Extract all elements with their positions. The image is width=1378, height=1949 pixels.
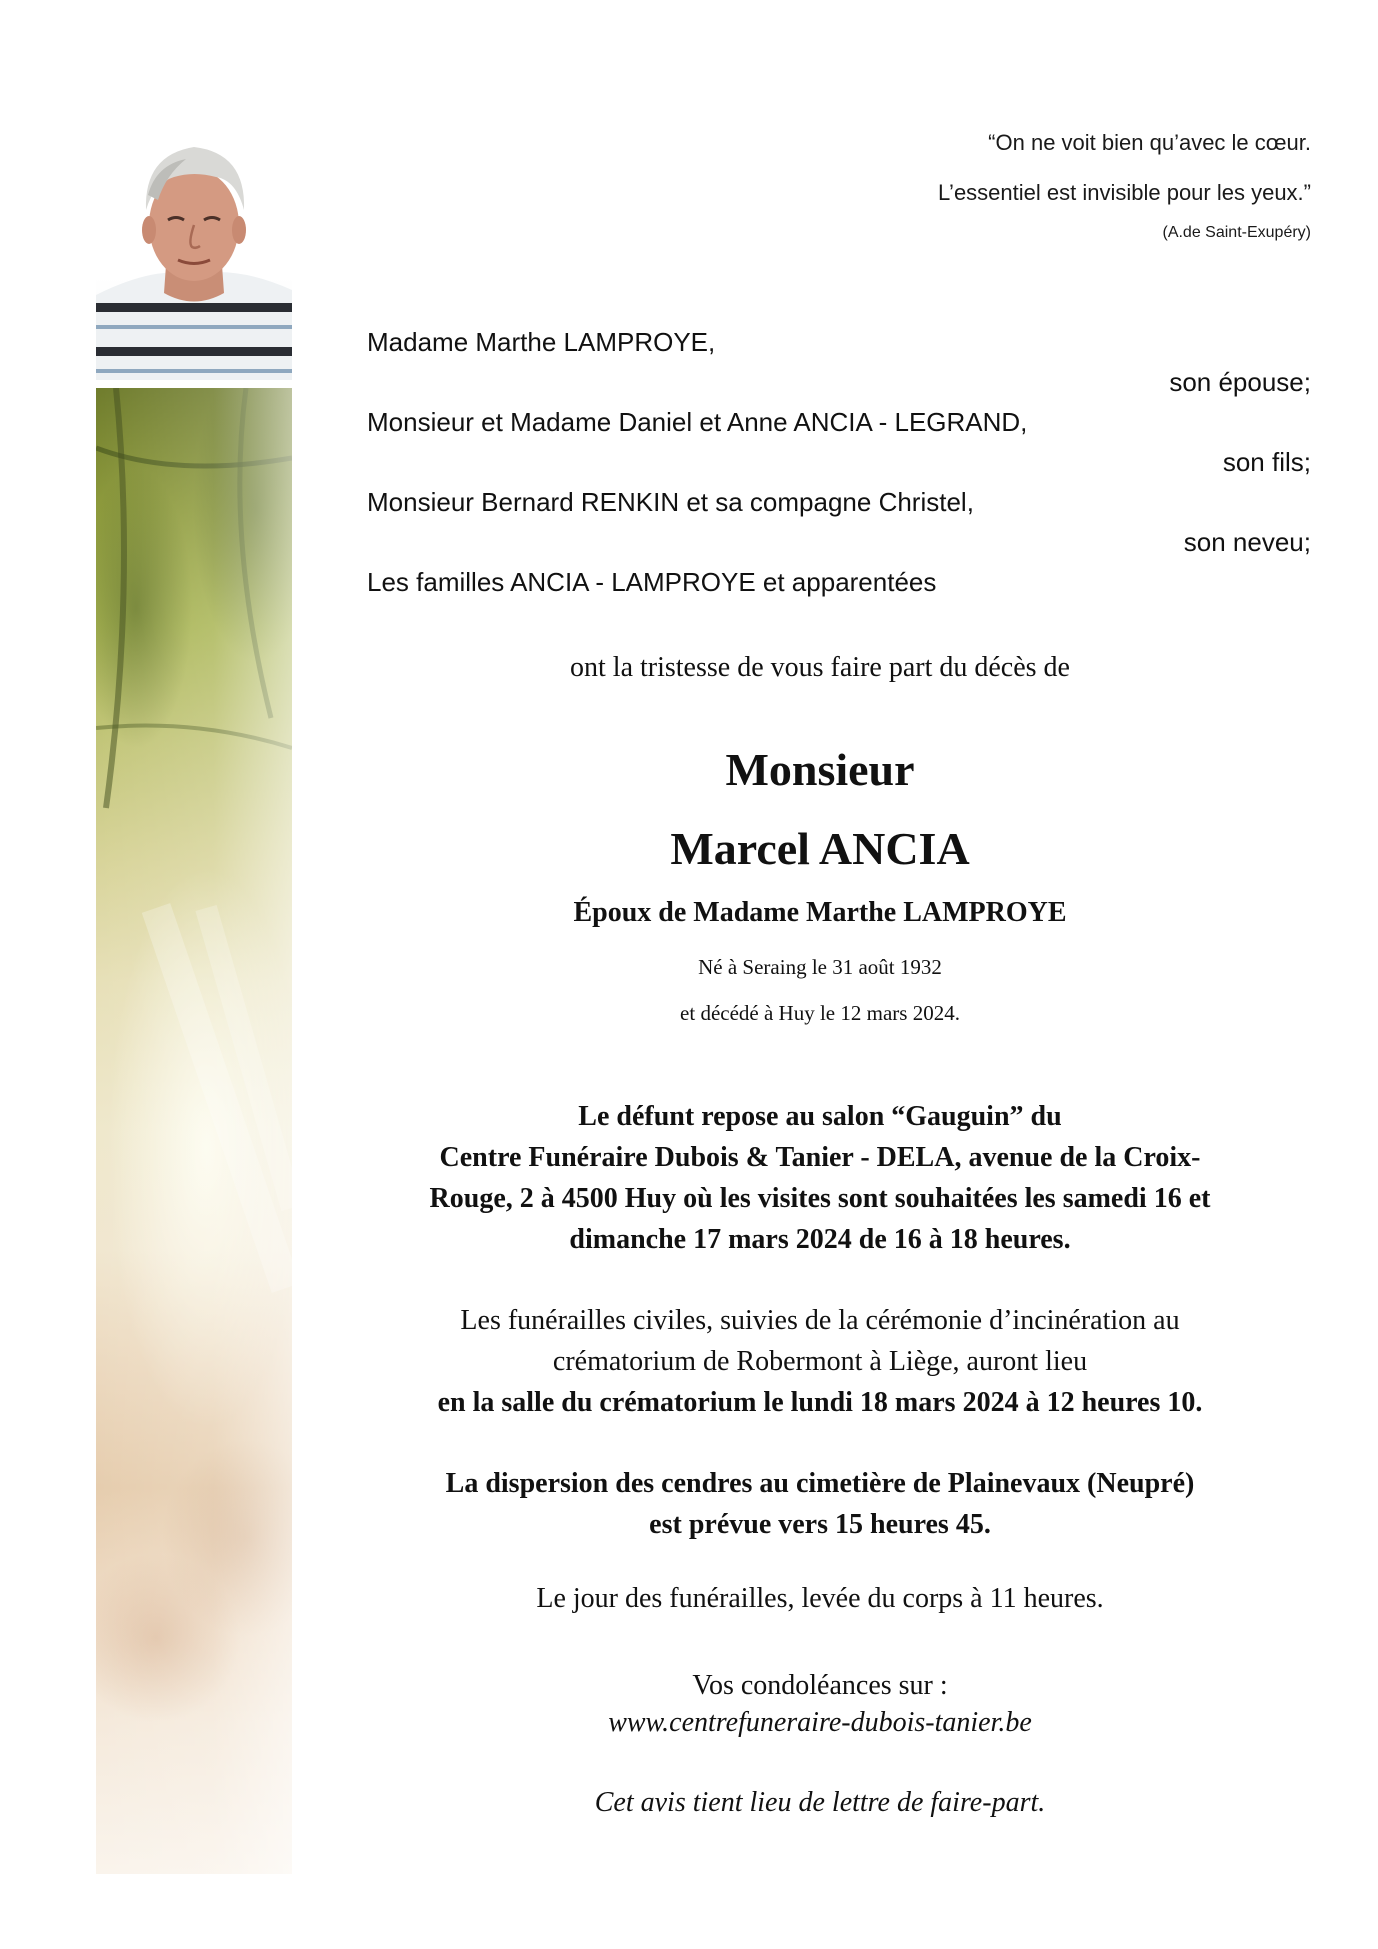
dispersion-line: est prévue vers 15 heures 45. (649, 1509, 991, 1540)
family-member-name: Monsieur et Madame Daniel et Anne ANCIA - LEGRAND, (367, 407, 1028, 437)
repose-line: Rouge, 2 à 4500 Huy où les visites sont souhaitées les samedi 16 et (429, 1183, 1211, 1214)
quote-line-1: “On ne voit bien qu’avec le cœur. (988, 130, 1311, 155)
condolences-website-link[interactable]: www.centrefuneraire-dubois-tanier.be (608, 1707, 1032, 1738)
dispersion-line: La dispersion des cendres au cimetière de Plainevaux (Neupré) (445, 1468, 1195, 1499)
family-member-relation: son fils; (1222, 447, 1311, 477)
repose-line: Centre Funéraire Dubois & Tanier - DELA, avenue de la Croix- (439, 1142, 1201, 1173)
quote-author: (A.de Saint-Exupéry) (1162, 224, 1311, 241)
spouse-line: Époux de Madame Marthe LAMPROYE (573, 897, 1067, 928)
portrait-photo (96, 125, 292, 380)
family-member-name: Madame Marthe LAMPROYE, (367, 327, 716, 357)
funerals-line-2: crématorium de Robermont à Liège, auront lieu (552, 1346, 1088, 1377)
family-member-name: Monsieur Bernard RENKIN et sa compagne Christel, (367, 487, 974, 517)
repose-paragraph (340, 1096, 1300, 1260)
family-member-relation: son neveu; (1183, 527, 1311, 557)
honorific: Monsieur (725, 744, 915, 795)
announcement-intro: ont la tristesse de vous faire part du décès de (570, 652, 1070, 683)
forest-path-image (96, 388, 292, 1874)
family-member-name: Les familles ANCIA - LAMPROYE et apparentées (367, 567, 937, 597)
death-line: et décédé à Huy le 12 mars 2024. (680, 1001, 960, 1025)
family-list (367, 322, 1311, 602)
condolences-label: Vos condoléances sur : (692, 1670, 948, 1701)
repose-line: Le défunt repose au salon “Gauguin” du (578, 1101, 1062, 1132)
levee-line: Le jour des funérailles, levée du corps à 11 heures. (536, 1583, 1104, 1614)
funerals-line-3: en la salle du crématorium le lundi 18 mars 2024 à 12 heures 10. (437, 1387, 1203, 1418)
portrait-illustration (96, 125, 292, 380)
closing-note: Cet avis tient lieu de lettre de faire-part. (594, 1787, 1046, 1818)
birth-line: Né à Seraing le 31 août 1932 (698, 955, 942, 979)
quote-block (938, 118, 1311, 248)
repose-line: dimanche 17 mars 2024 de 16 à 18 heures. (569, 1224, 1071, 1255)
quote-line-2: L’essentiel est invisible pour les yeux.” (938, 180, 1311, 205)
funerals-line-1: Les funérailles civiles, suivies de la cérémonie d’incinération au (460, 1305, 1180, 1336)
family-member-relation: son épouse; (1169, 367, 1311, 397)
funerals-paragraph (340, 1300, 1300, 1423)
dispersion-paragraph (340, 1463, 1300, 1545)
deceased-name: Marcel ANCIA (670, 823, 970, 874)
